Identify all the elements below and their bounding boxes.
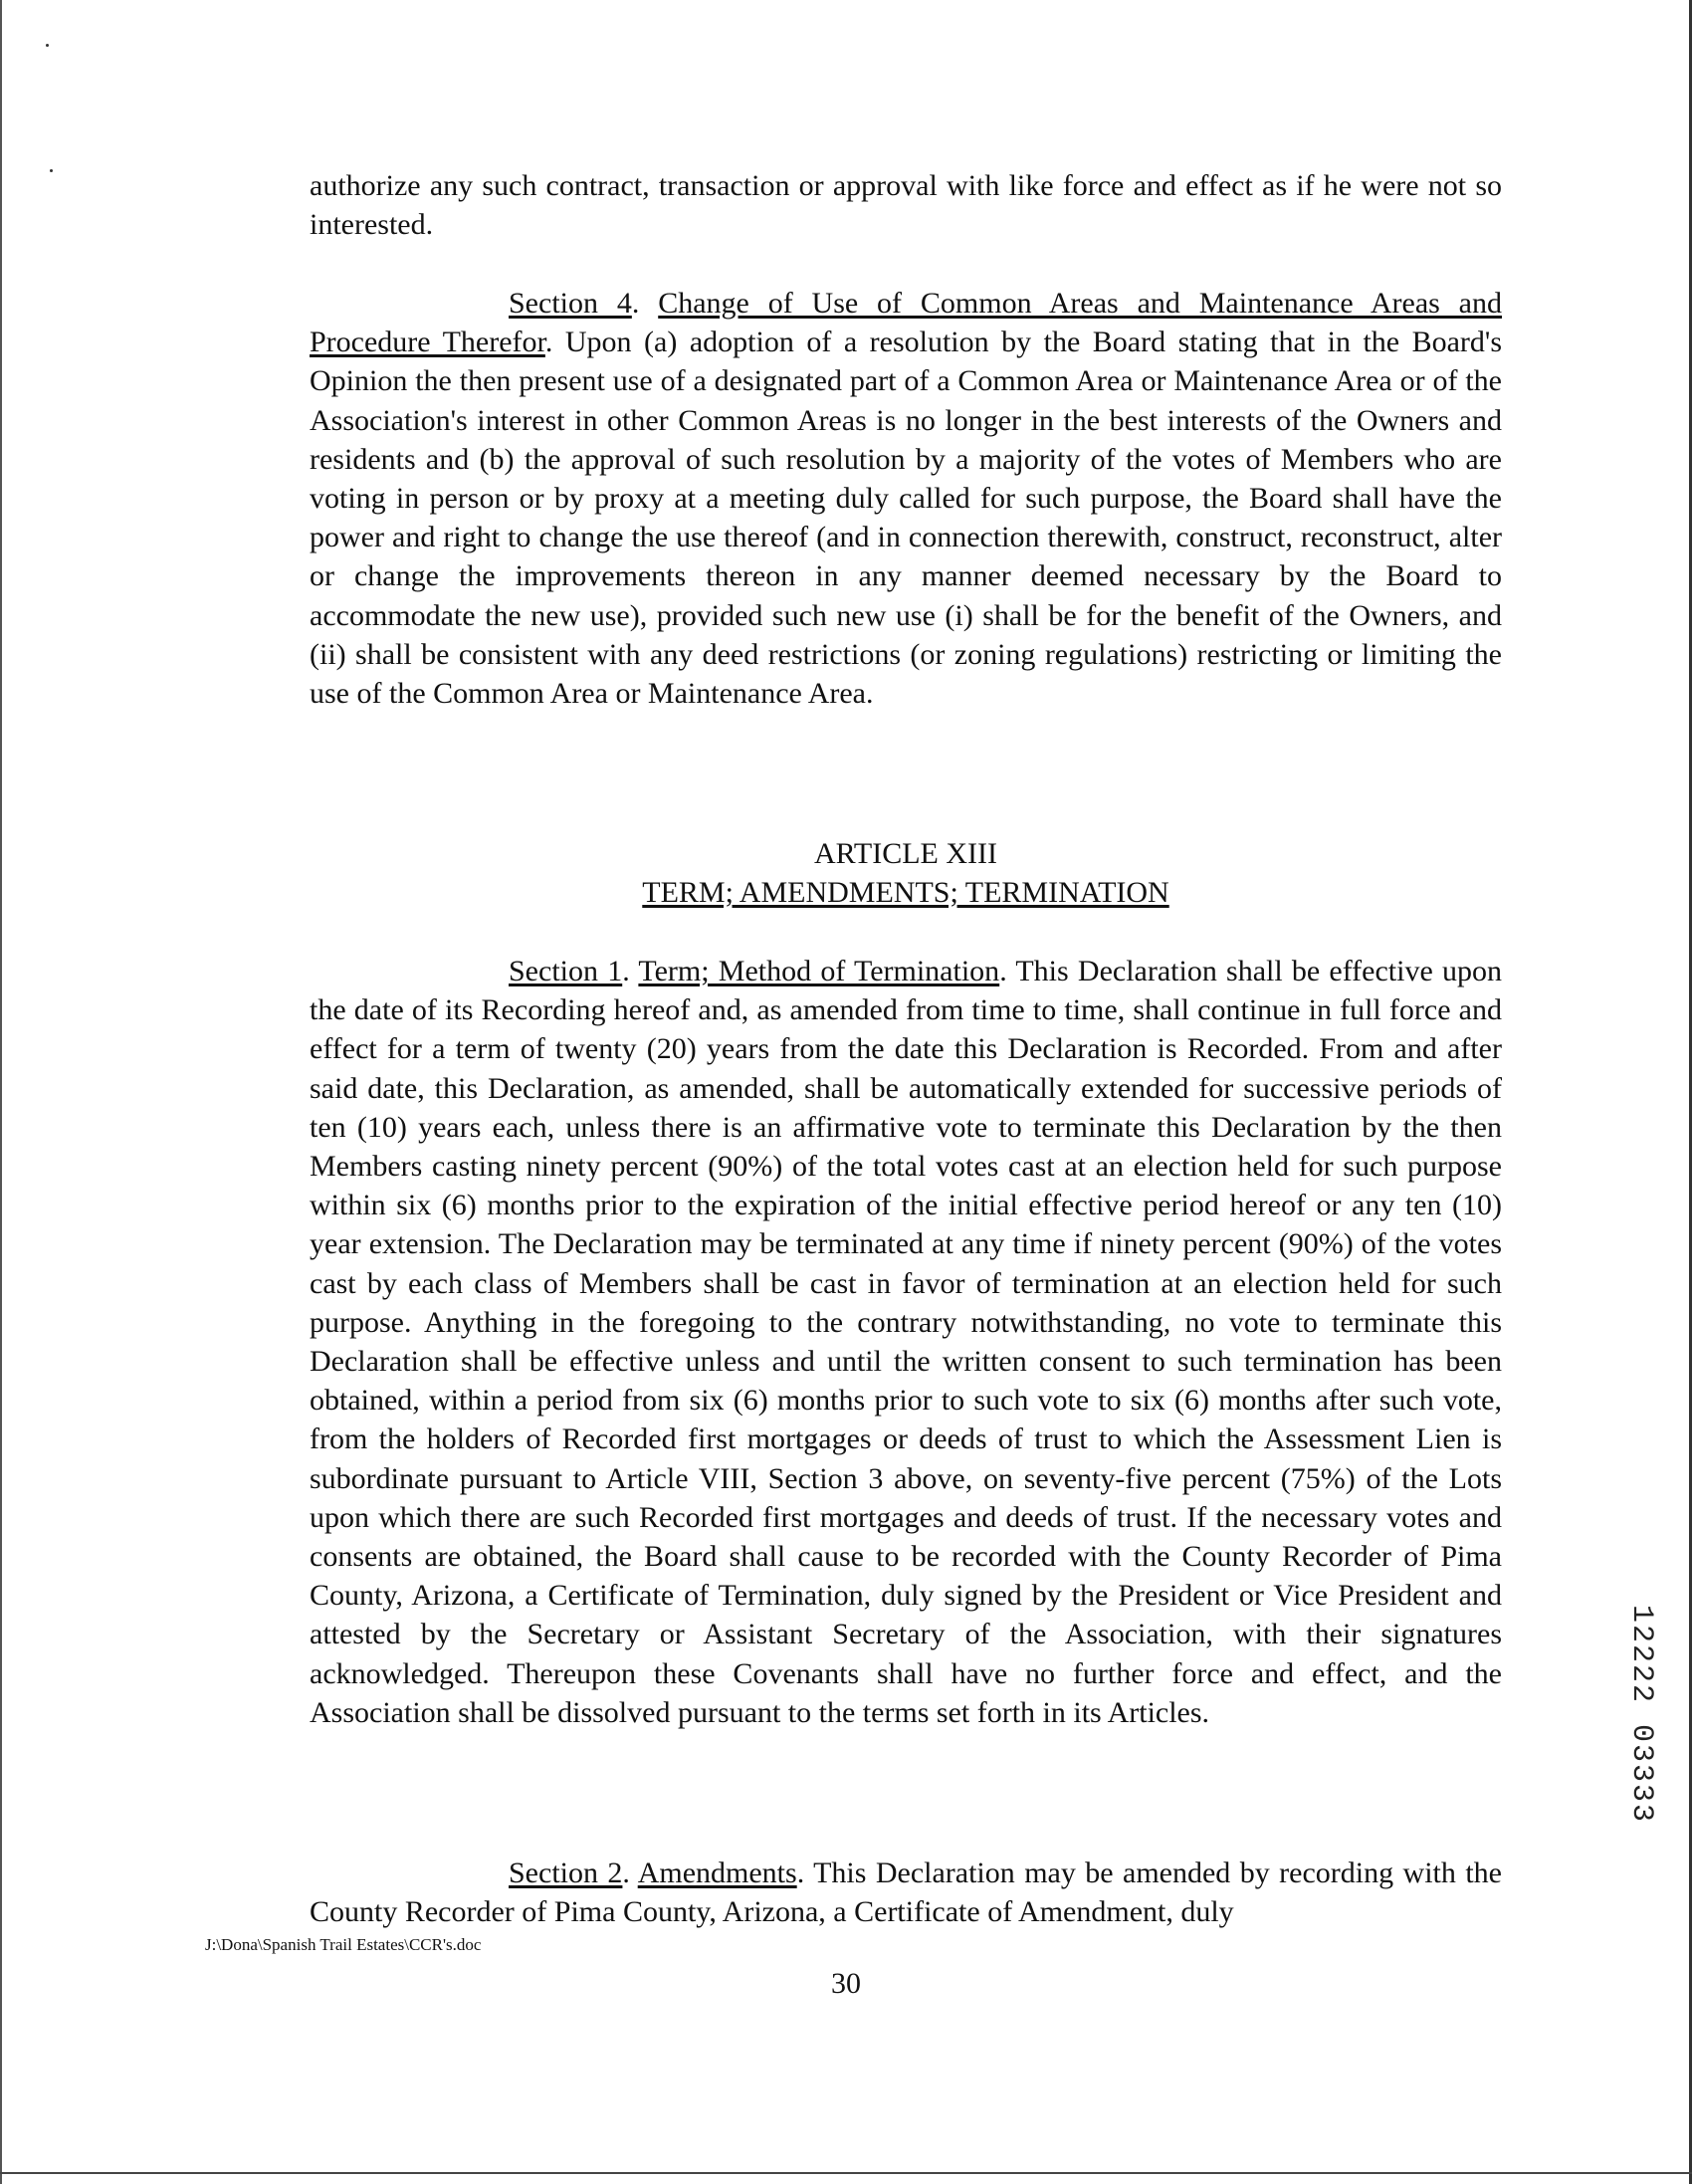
page-number: 30: [831, 1967, 861, 2000]
section-2-paragraph: [310, 1854, 1502, 1931]
section-2-body: . This Declaration may be amended by recording with the County Recorder of Pima County, Arizona, a Certificate of Amendment, duly: [310, 1856, 1502, 1929]
continuation-text: authorize any such contract, transaction or approval with like force and effect as if he were not so interested.: [310, 169, 1502, 242]
article-title: TERM; AMENDMENTS; TERMINATION: [642, 876, 1169, 909]
section-1-title: Term; Method of Termination: [638, 955, 1000, 987]
section-1-body: . This Declaration shall be effective upon the date of its Recording hereof and, as amended from time to time, shall continue in full force and effect for a term of twenty (20) years from the date this Declaration is Recorded. From and after said date, this Declaration, as amended, shall be automatically extended for successive periods of ten (10) years each, unless there is an affirmative vote to terminate this Declaration by the then Members casting ninety percent (90%) of the total votes cast at an election held for such purpose within six (6) months prior to the expiration of the initial effective period hereof or any ten (10) year extension. The Declaration may be terminated at any time if ninety percent (90%) of the votes cast by each class of Members shall be cast in favor of termination at an election held for such purpose. Anything in the foregoing to the contrary notwithstanding, no vote to terminate this Declaration shall be effective unless and until the written consent to such termination has been obtained, within a period from six (6) months prior to such vote to six (6) months after such vote, from the holders of Recorded first mortgages or deeds of trust to which the Assessment Lien is subordinate pursuant to Article VIII, Section 3 above, on seventy-five percent (75%) of the Lots upon which there are such Recorded first mortgages and deeds of trust. If the necessary votes and consents are obtained, the Board shall cause to be recorded with the County Recorder of Pima County, Arizona, a Certificate of Termination, duly signed by the President or Vice President and attested by the Secretary or Assistant Secretary of the Association, with their signatures acknowledged. Thereupon these Covenants shall have no further force and effect, and the Association shall be dissolved pursuant to the terms set forth in its Articles.: [310, 955, 1503, 1729]
article-heading: [310, 834, 1502, 912]
scan-speck: [50, 169, 53, 172]
continuation-paragraph: [310, 166, 1502, 244]
recorder-side-stamp: [1624, 1605, 1664, 1903]
section-4-title: Change of Use of Common Areas and Maintenance Areas and Procedure Therefor: [310, 287, 1502, 359]
section-2-label: Section 2: [509, 1856, 623, 1889]
scan-left-edge: [0, 0, 2, 2184]
recorder-stamp-text: 12222 03333: [1624, 1605, 1658, 1825]
section-1-label: Section 1: [509, 955, 623, 987]
scan-speck: [46, 44, 49, 47]
section-4-body: . Upon (a) adoption of a resolution by the Board stating that in the Board's Opinion the then present use of a designated part of a Common Area or Maintenance Area or of the Association's interest in other Common Areas is no longer in the best interests of the Owners and residents and (b) the approval of such resolution by a majority of the votes of Members who are voting in person or by proxy at a meeting duly called for such purpose, the Board shall have the power and right to change the use thereof (and in connection therewith, construct, reconstruct, alter or change the improvements thereon in any manner deemed necessary by the Board to accommodate the new use), provided such new use (i) shall be for the benefit of the Owners, and (ii) shall be consistent with any deed restrictions (or zoning regulations) restricting or limiting the use of the Common Area or Maintenance Area.: [310, 326, 1502, 711]
section-1-paragraph: [310, 952, 1502, 1732]
section-2-separator: .: [622, 1856, 638, 1889]
footer-file-path: J:\Dona\Spanish Trail Estates\CCR's.doc: [205, 1935, 482, 1954]
article-number: ARTICLE XIII: [814, 837, 997, 870]
section-4-paragraph: [310, 284, 1502, 713]
section-1-separator: .: [622, 955, 639, 987]
section-4-label: Section 4: [509, 287, 632, 320]
section-2-title: Amendments: [637, 1856, 797, 1889]
scan-bottom-edge: [0, 2172, 1692, 2174]
section-4-separator: .: [631, 287, 659, 320]
